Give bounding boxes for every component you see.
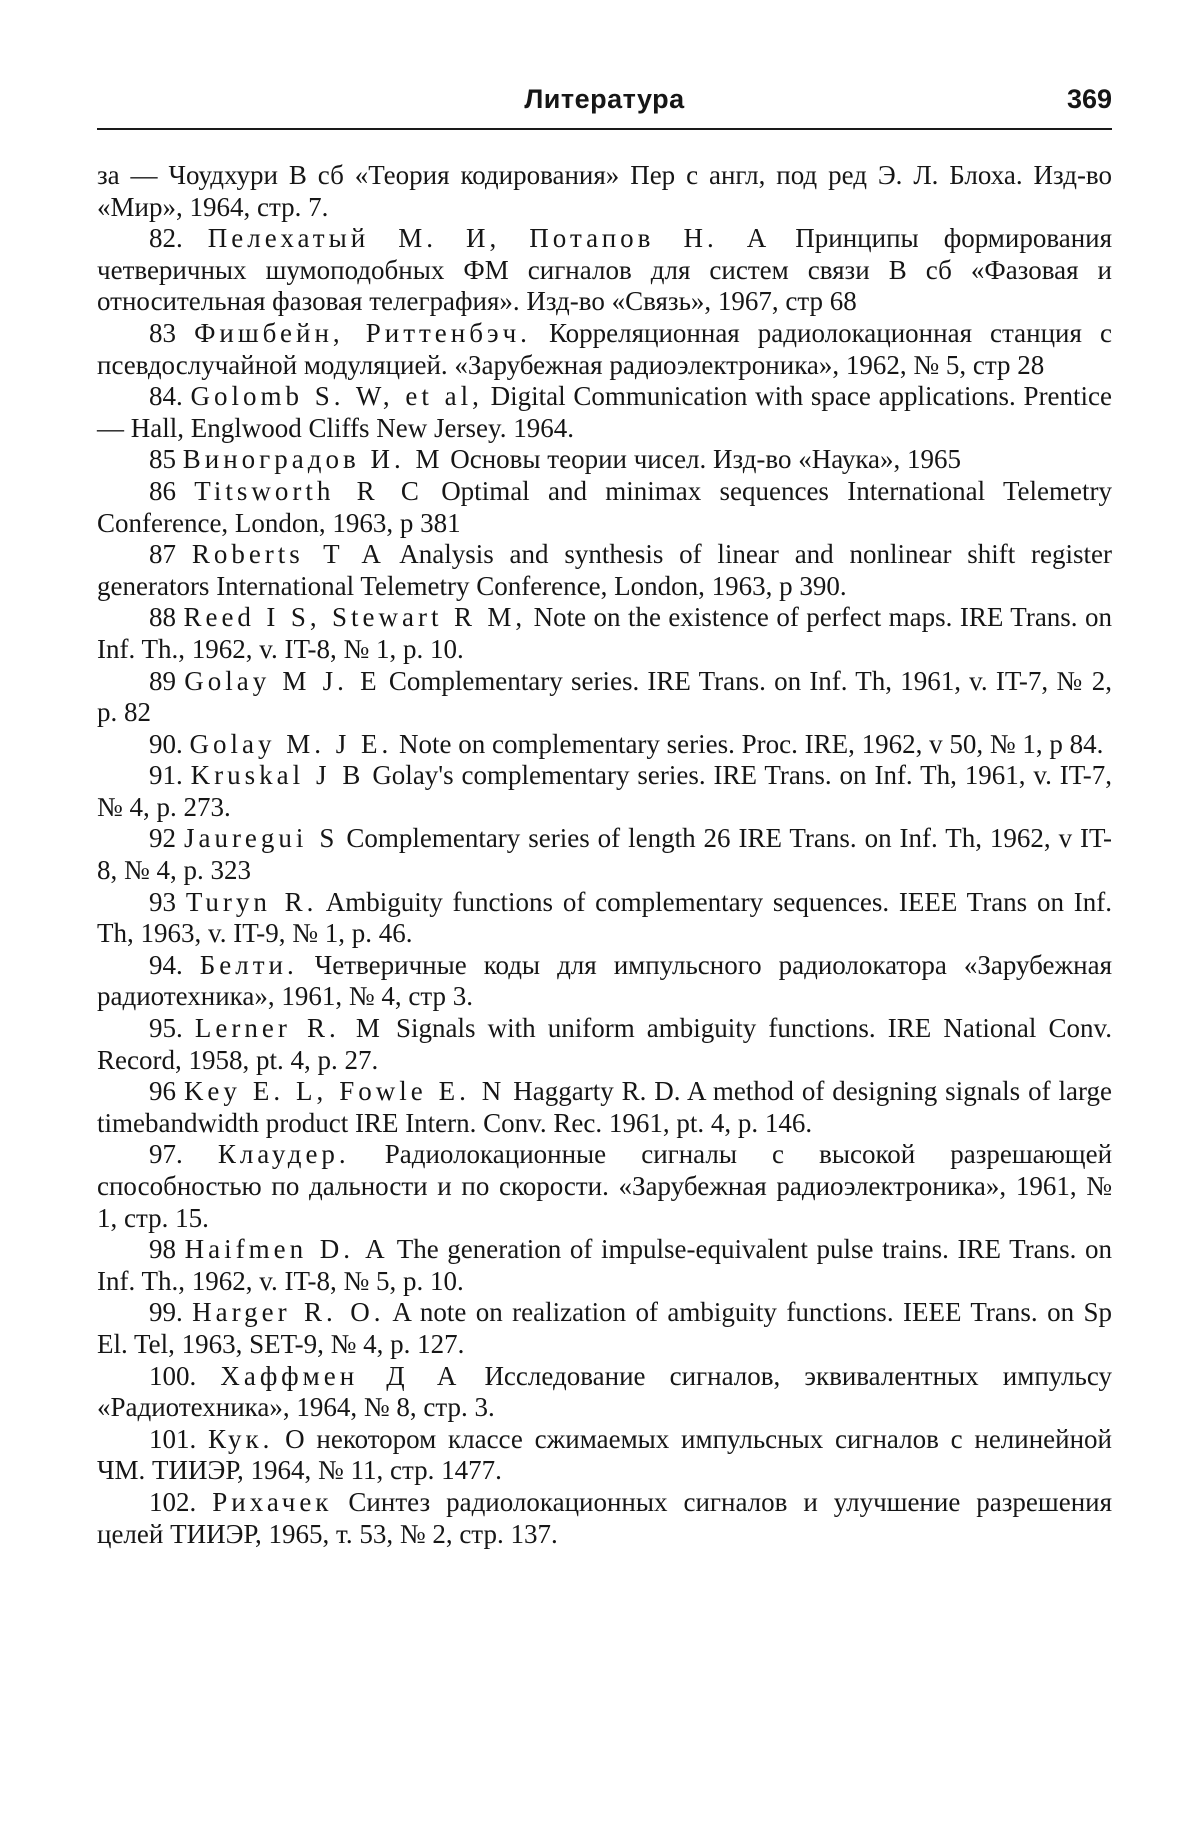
reference-number: 85 <box>149 444 176 475</box>
reference-entry <box>97 1013 1112 1076</box>
reference-entry <box>97 539 1112 602</box>
reference-number: 89 <box>149 665 176 696</box>
reference-author: Jauregui S <box>183 823 339 854</box>
reference-author: Golomb S. W, et al, <box>190 381 483 412</box>
reference-text: Note on the existence of perfect maps. IRE Trans. on Inf. Th., 1962, v. IT-8, № 1, p. 10. <box>97 602 1113 664</box>
reference-text: Радиолокационные сигналы с высокой разрешающей способностью по дальности и по скорости. «Зарубежная радиоэлектроника», 1961, № 1, стр. 15. <box>97 1139 1113 1233</box>
reference-entry <box>97 1361 1112 1424</box>
reference-text: Complementary series of length 26 IRE Trans. on Inf. Th, 1962, v IT-8, № 4, p. 323 <box>97 823 1113 886</box>
reference-author: Key E. L, Fowle E. N <box>183 1076 506 1107</box>
reference-author: Белти. <box>199 949 298 980</box>
reference-author: Lerner R. M <box>194 1013 384 1044</box>
reference-number: 83 <box>149 317 176 348</box>
reference-author: Harger R. O. <box>192 1297 385 1328</box>
reference-text: The generation of impulse-equivalent pulse trains. IRE Trans. on Inf. Th., 1962, v. IT-8, № 5, p. 10. <box>97 1234 1113 1296</box>
reference-text: Четверичные коды для импульсного радиолокатора «Зарубежная радиотехника», 1961, № 4, стр 3. <box>97 949 1112 1012</box>
reference-number: 102. <box>149 1486 197 1517</box>
reference-text: Digital Communication with space applications. Prentice — Hall, Englwood Cliffs New Jersey. 1964. <box>97 381 1113 443</box>
reference-author: Пелехатый М. И, Потапов Н. А <box>207 223 771 254</box>
reference-entry <box>97 823 1112 886</box>
reference-entry <box>97 760 1112 823</box>
reference-entry <box>97 223 1112 318</box>
reference-number: 96 <box>149 1076 176 1107</box>
reference-text: Note on complementary series. Proc. IRE, 1962, v 50, № 1, p 84. <box>399 728 1104 759</box>
reference-text: Haggarty R. D. A method of designing signals of large timebandwidth product IRE Intern. Conv. Rec. 1961, pt. 4, p. 146. <box>97 1076 1113 1138</box>
reference-number: 97. <box>149 1139 183 1170</box>
reference-entry <box>97 318 1112 381</box>
reference-number: 100. <box>149 1360 197 1391</box>
reference-entry <box>97 160 1112 223</box>
reference-entry <box>97 476 1112 539</box>
reference-author: Рихачек <box>212 1486 333 1517</box>
reference-number: 87 <box>149 539 176 570</box>
reference-entry <box>97 1076 1112 1139</box>
reference-entry <box>97 1139 1112 1234</box>
reference-number: 82. <box>149 223 183 254</box>
reference-number: 88 <box>149 602 176 633</box>
page-header <box>97 80 1112 120</box>
reference-number: 91. <box>149 760 183 791</box>
reference-author: Хаффмен Д А <box>220 1360 461 1391</box>
reference-author: Кук. <box>208 1423 274 1454</box>
reference-author: Golay M. J E. <box>189 728 393 759</box>
bibliography-list <box>97 160 1112 1550</box>
reference-text: Analysis and synthesis of linear and nonlinear shift register generators International Telemetry Conference, London, 1963, p 390. <box>97 539 1112 601</box>
reference-text: Ambiguity functions of complementary sequences. IEEE Trans on Inf. Th, 1963, v. IT-9, № 1, p. 46. <box>97 886 1113 949</box>
reference-text: Синтез радиолокационных сигналов и улучшение разрешения целей ТИИЭР, 1965, т. 53, № 2, стр. 137. <box>97 1486 1113 1549</box>
reference-author: Turyn R. <box>185 886 318 917</box>
reference-author: Golay M J. E <box>184 665 381 696</box>
reference-text: Корреляционная радиолокационная станция с псевдослучайной модуляцией. «Зарубежная радиоэлектроника», 1962, № 5, стр 28 <box>97 317 1112 380</box>
header-rule <box>97 128 1112 130</box>
reference-text: О некотором классе сжимаемых импульсных сигналов с нелинейной ЧМ. ТИИЭР, 1964, № 11, стр. 1477. <box>97 1423 1113 1486</box>
reference-text: Optimal and minimax sequences International Telemetry Conference, London, 1963, p 381 <box>97 475 1113 538</box>
reference-entry <box>97 1297 1112 1360</box>
reference-number: 84. <box>149 381 183 412</box>
reference-author: Titsworth R C <box>194 475 423 506</box>
reference-entry <box>97 666 1112 729</box>
page-number: 369 <box>1066 84 1112 114</box>
reference-text: A note on realization of ambiguity functions. IEEE Trans. on Sp El. Tel, 1963, SET-9, № 4, p. 127. <box>97 1297 1113 1359</box>
reference-number: 101. <box>149 1423 197 1454</box>
reference-entry <box>97 950 1112 1013</box>
reference-text: за — Чоудхури В сб «Теория кодирования» Пер с англ, под ред Э. Л. Блоха. Изд-во «Мир», 1964, стр. 7. <box>97 160 1112 222</box>
running-title: Литература <box>524 84 685 114</box>
reference-entry <box>97 444 1112 476</box>
reference-entry <box>97 381 1112 444</box>
reference-number: 86 <box>149 475 176 506</box>
reference-entry <box>97 1424 1112 1487</box>
reference-entry <box>97 1487 1112 1550</box>
reference-text: Основы теории чисел. Изд-во «Наука», 1965 <box>450 444 962 475</box>
reference-text: Complementary series. IRE Trans. on Inf. Th, 1961, v. IT-7, № 2, p. 82 <box>97 665 1113 728</box>
reference-author: Roberts T A <box>191 539 385 570</box>
reference-author: Фишбейн, Риттенбэч. <box>194 317 531 348</box>
reference-text: Принципы формирования четверичных шумоподобных ФМ сигналов для систем связи В сб «Фазовая и относительная фазовая телеграфия». Изд-во «Связь», 1967, стр 68 <box>97 223 1113 317</box>
reference-number: 98 <box>149 1234 176 1265</box>
reference-author: Виноградов И. М <box>182 444 444 475</box>
reference-author: Kruskal J B <box>190 760 365 791</box>
reference-number: 94. <box>149 949 183 980</box>
reference-author: Reed I S, Stewart R M, <box>183 602 527 633</box>
reference-entry <box>97 729 1112 761</box>
reference-author: Haifmen D. A <box>184 1234 389 1265</box>
reference-author: Клаудер. <box>217 1139 350 1170</box>
reference-text: Signals with uniform ambiguity functions. IRE National Conv. Record, 1958, pt. 4, p. 27. <box>97 1013 1112 1075</box>
reference-number: 93 <box>149 886 176 917</box>
reference-entry <box>97 1234 1112 1297</box>
reference-entry <box>97 602 1112 665</box>
reference-number: 90. <box>149 728 183 759</box>
reference-text: Golay's complementary series. IRE Trans. on Inf. Th, 1961, v. IT-7, № 4, p. 273. <box>97 760 1112 822</box>
reference-text: Исследование сигналов, эквивалентных импульсу «Радиотехника», 1964, № 8, стр. 3. <box>97 1360 1112 1423</box>
reference-entry <box>97 887 1112 950</box>
reference-number: 99. <box>149 1297 183 1328</box>
reference-number: 92 <box>149 823 176 854</box>
reference-number: 95. <box>149 1013 183 1044</box>
